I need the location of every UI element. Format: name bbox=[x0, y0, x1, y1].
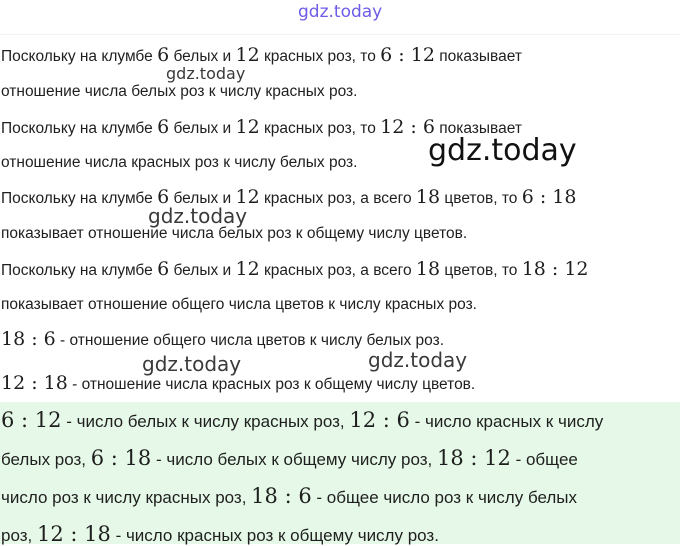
paragraph-2-line-1 bbox=[1, 118, 522, 137]
text: красных роз, то bbox=[259, 120, 381, 137]
paragraph-1-line-1 bbox=[1, 46, 522, 65]
math: 12 : 6 bbox=[380, 116, 435, 138]
text: - общее bbox=[510, 450, 578, 469]
text: роз, bbox=[1, 526, 37, 545]
text: Поскольку на клумбе bbox=[1, 262, 158, 279]
math: 12 bbox=[235, 258, 260, 280]
watermark-large: gdz.today bbox=[428, 133, 577, 168]
answer-line-1 bbox=[1, 410, 603, 431]
math: 18 : 6 bbox=[1, 328, 56, 350]
math: 6 : 18 bbox=[90, 446, 152, 470]
text: красных роз, а всего bbox=[259, 262, 416, 279]
math: 18 : 12 bbox=[437, 446, 511, 470]
text: - число красных к числу bbox=[409, 412, 604, 431]
ratio-line-1 bbox=[1, 330, 444, 349]
math: 18 : 12 bbox=[521, 258, 589, 280]
math: 6 bbox=[157, 186, 170, 208]
text: красных роз, то bbox=[259, 48, 381, 65]
math: 12 : 18 bbox=[36, 522, 111, 546]
text: - число красных роз к общему числу роз. bbox=[110, 526, 439, 545]
text: Поскольку на клумбе bbox=[1, 190, 158, 207]
text: белых и bbox=[169, 190, 236, 207]
text: белых роз, bbox=[1, 450, 91, 469]
math: 6 bbox=[157, 258, 170, 280]
text: белых и bbox=[169, 120, 236, 137]
paragraph-1-line-2: отношение числа белых роз к числу красных роз. bbox=[1, 83, 358, 100]
text: показывает bbox=[434, 120, 522, 137]
math: 12 : 18 bbox=[1, 372, 68, 394]
text: - число белых к общему числу роз, bbox=[151, 450, 437, 469]
text: белых и bbox=[169, 262, 236, 279]
watermark: gdz.today bbox=[148, 204, 248, 228]
paragraph-2-line-2: отношение числа красных роз к числу белых роз. bbox=[1, 154, 358, 171]
math: 6 : 12 bbox=[1, 408, 62, 432]
watermark: gdz.today bbox=[142, 352, 242, 376]
text: цветов, то bbox=[440, 262, 522, 279]
answer-line-4 bbox=[1, 524, 439, 545]
watermark: gdz.today bbox=[368, 348, 468, 372]
math: 12 : 6 bbox=[349, 408, 410, 432]
math: 12 bbox=[235, 186, 260, 208]
math: 6 bbox=[157, 44, 170, 66]
math: 12 bbox=[235, 44, 260, 66]
paragraph-3-line-1 bbox=[1, 188, 576, 207]
math: 6 : 18 bbox=[521, 186, 577, 208]
watermark-top: gdz.today bbox=[298, 2, 383, 22]
math: 12 bbox=[235, 116, 260, 138]
answer-block bbox=[0, 402, 680, 544]
math: 6 : 12 bbox=[380, 44, 435, 66]
text: Поскольку на клумбе bbox=[1, 48, 158, 65]
top-divider bbox=[0, 34, 680, 35]
answer-line-3 bbox=[1, 486, 577, 507]
answer-line-2 bbox=[1, 448, 578, 469]
text: - число белых к числу красных роз, bbox=[61, 412, 350, 431]
watermark: gdz.today bbox=[166, 64, 246, 83]
text: красных роз, а всего bbox=[259, 190, 416, 207]
text: белых и bbox=[169, 48, 236, 65]
math: 18 bbox=[415, 258, 441, 280]
math: 6 bbox=[157, 116, 170, 138]
math: 18 : 6 bbox=[251, 484, 312, 508]
text: показывает bbox=[434, 48, 522, 65]
text: Поскольку на клумбе bbox=[1, 120, 158, 137]
paragraph-4-line-2: показывает отношение общего числа цветов к числу красных роз. bbox=[1, 296, 477, 313]
text: цветов, то bbox=[440, 190, 522, 207]
text: - отношение общего числа цветов к числу белых роз. bbox=[55, 332, 445, 349]
ratio-line-2 bbox=[1, 374, 475, 393]
paragraph-4-line-1 bbox=[1, 260, 589, 279]
text: число роз к числу красных роз, bbox=[1, 488, 252, 507]
text: - отношение числа красных роз к общему числу цветов. bbox=[67, 376, 476, 393]
text: - общее число роз к числу белых bbox=[311, 488, 578, 507]
math: 18 bbox=[415, 186, 441, 208]
paragraph-3-line-2: показывает отношение числа белых роз к общему числу цветов. bbox=[1, 225, 468, 242]
